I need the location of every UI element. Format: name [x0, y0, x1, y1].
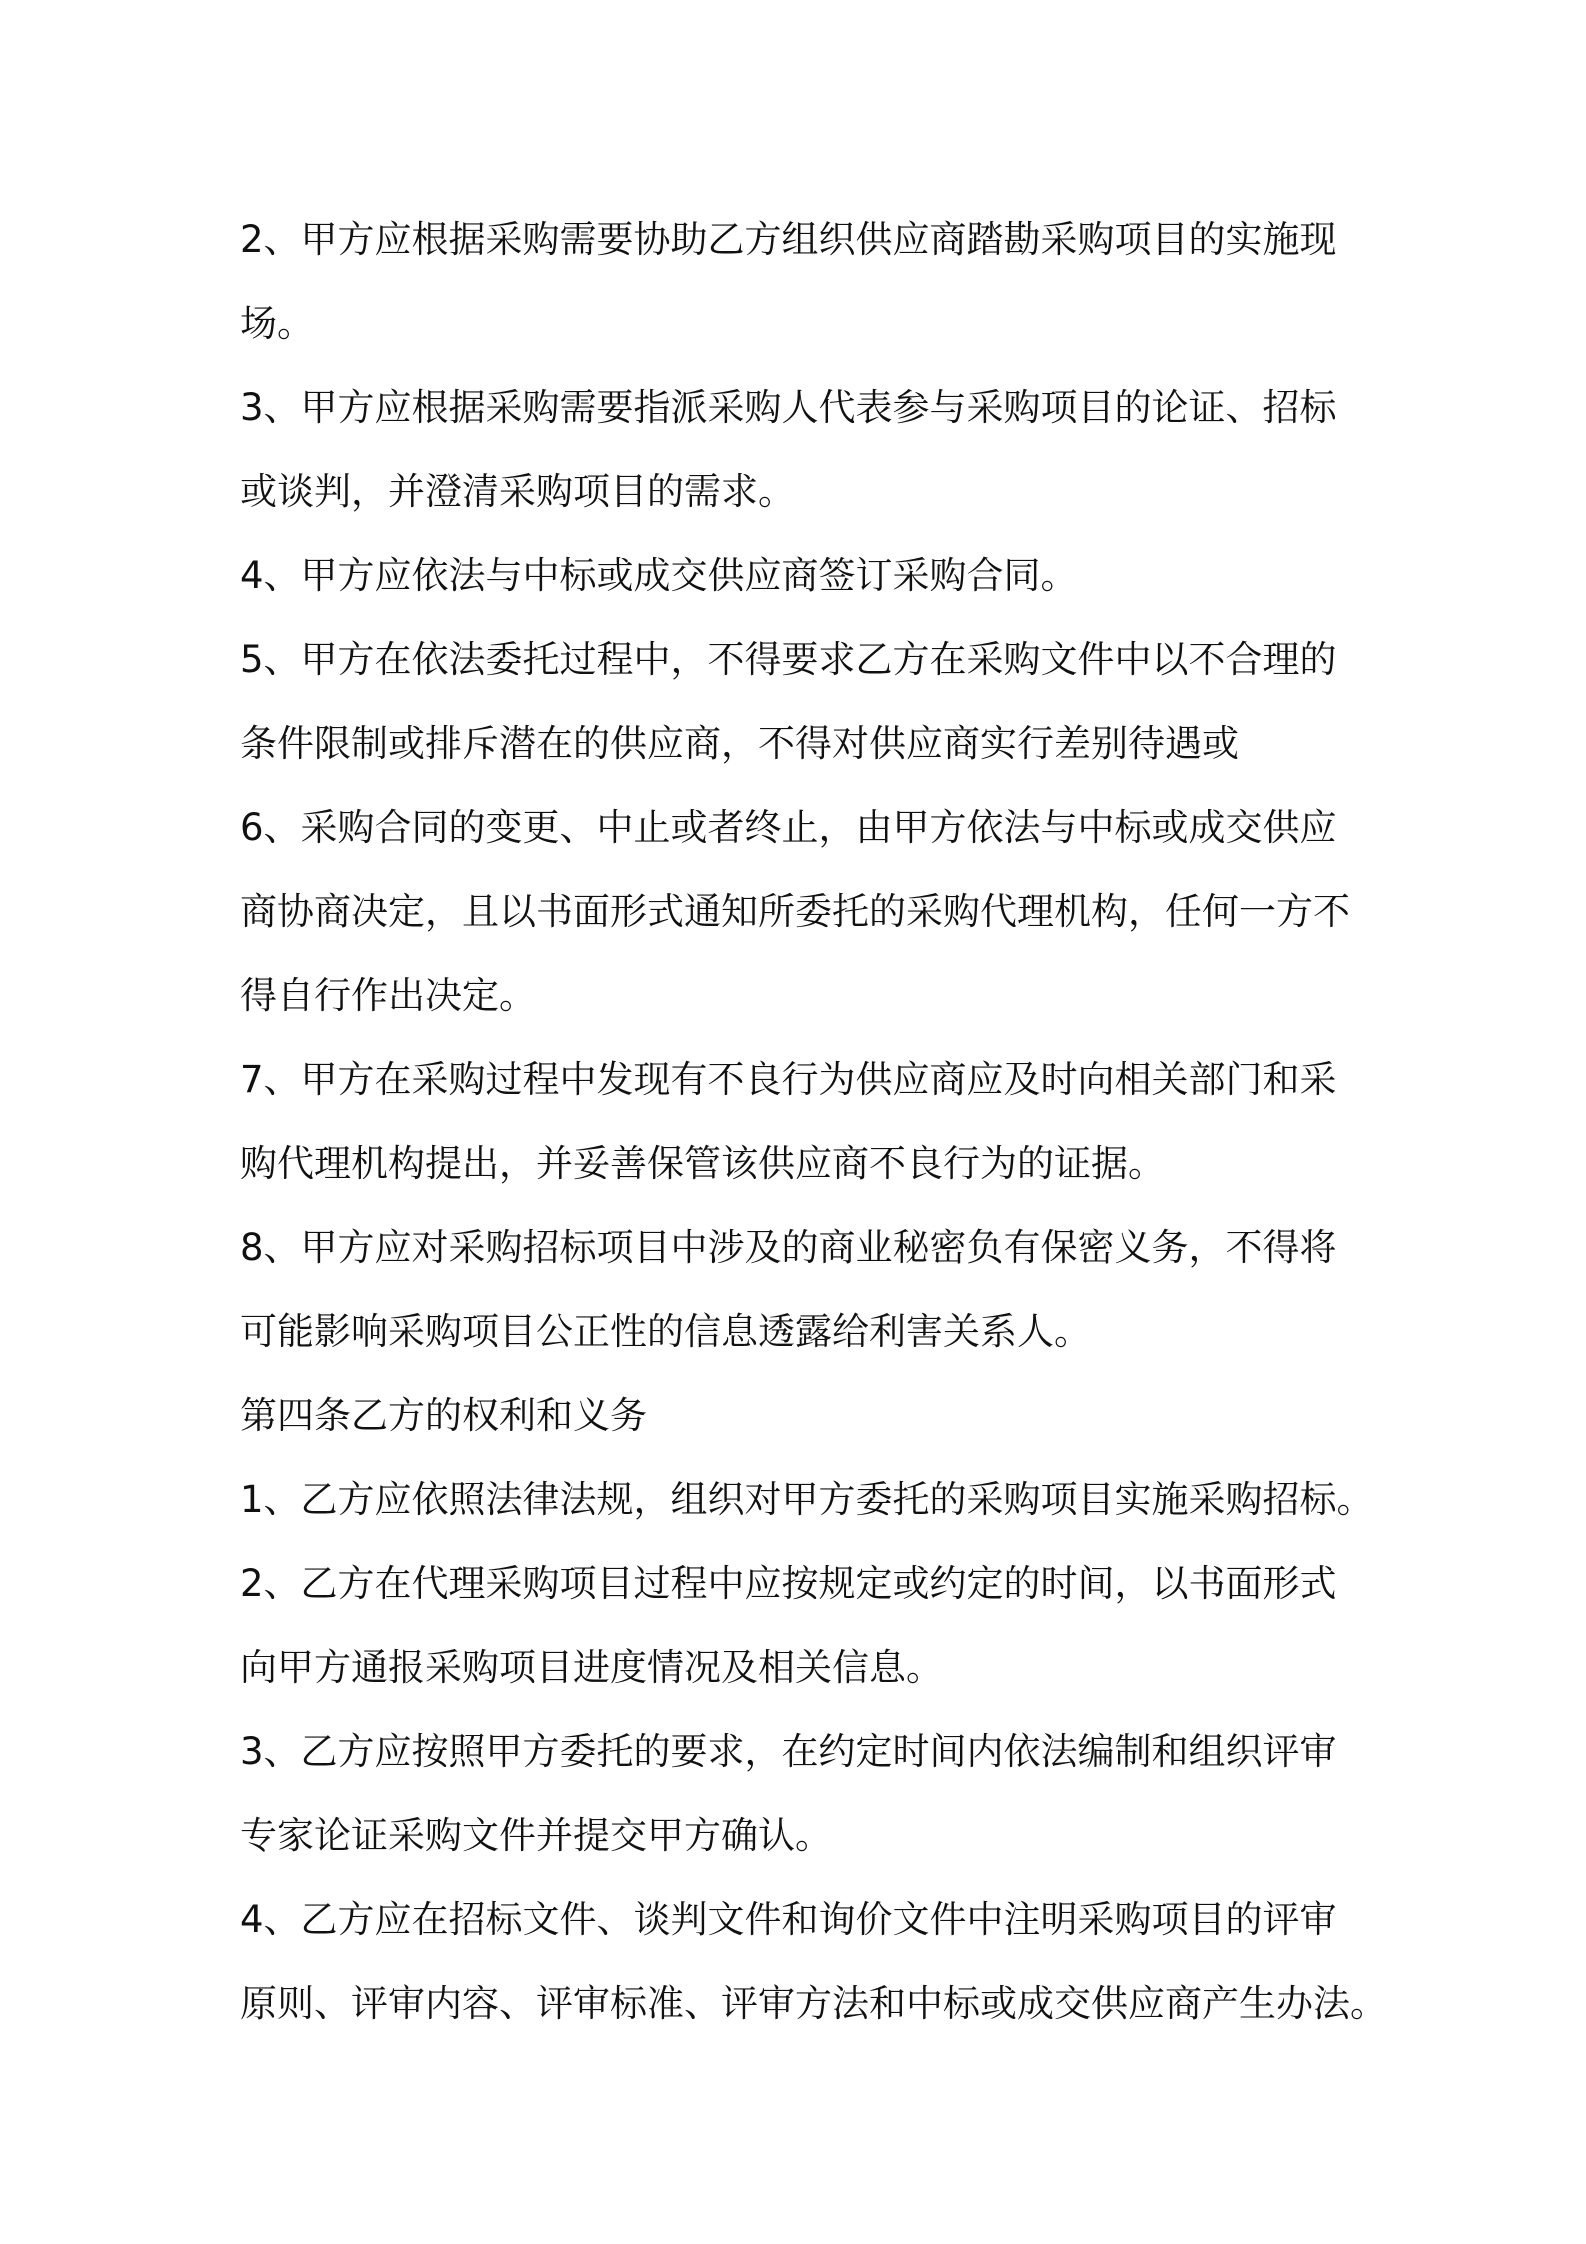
- text-line-13: 8、甲方应对采购招标项目中涉及的商业秘密负有保密义务，不得将: [240, 1226, 1337, 1269]
- text-line-1: 2、甲方应根据采购需要协助乙方组织供应商踏勘采购项目的实施现: [240, 218, 1337, 261]
- text-line-20: 专家论证采购文件并提交甲方确认。: [240, 1814, 832, 1857]
- text-line-10: 得自行作出决定。: [240, 974, 536, 1017]
- text-line-22: 原则、评审内容、评审标准、评审方法和中标或成交供应商产生办法。: [240, 1982, 1387, 2025]
- text-line-19: 3、乙方应按照甲方委托的要求，在约定时间内依法编制和组织评审: [240, 1730, 1337, 1773]
- text-line-18: 向甲方通报采购项目进度情况及相关信息。: [240, 1646, 943, 1689]
- text-line-14: 可能影响采购项目公正性的信息透露给利害关系人。: [240, 1310, 1091, 1353]
- text-line-4: 或谈判，并澄清采购项目的需求。: [240, 470, 795, 513]
- text-line-12: 购代理机构提出，并妥善保管该供应商不良行为的证据。: [240, 1142, 1165, 1185]
- document-body: [240, 198, 1387, 2046]
- text-line-7: 条件限制或排斥潜在的供应商，不得对供应商实行差别待遇或: [240, 722, 1239, 765]
- text-line-11: 7、甲方在采购过程中发现有不良行为供应商应及时向相关部门和采: [240, 1058, 1337, 1101]
- text-line-2: 场。: [240, 302, 314, 345]
- text-line-3: 3、甲方应根据采购需要指派采购人代表参与采购项目的论证、招标: [240, 386, 1337, 429]
- text-line-17: 2、乙方在代理采购项目过程中应按规定或约定的时间，以书面形式: [240, 1562, 1337, 1605]
- text-line-16: 1、乙方应依照法律法规，组织对甲方委托的采购项目实施采购招标。: [240, 1478, 1374, 1521]
- text-line-6: 5、甲方在依法委托过程中，不得要求乙方在采购文件中以不合理的: [240, 638, 1337, 681]
- text-line-5: 4、甲方应依法与中标或成交供应商签订采购合同。: [240, 554, 1078, 597]
- text-line-9: 商协商决定，且以书面形式通知所委托的采购代理机构，任何一方不: [240, 890, 1350, 933]
- text-line-8: 6、采购合同的变更、中止或者终止，由甲方依法与中标或成交供应: [240, 806, 1337, 849]
- text-line-21: 4、乙方应在招标文件、谈判文件和询价文件中注明采购项目的评审: [240, 1898, 1337, 1941]
- section-heading: 第四条乙方的权利和义务: [240, 1394, 647, 1437]
